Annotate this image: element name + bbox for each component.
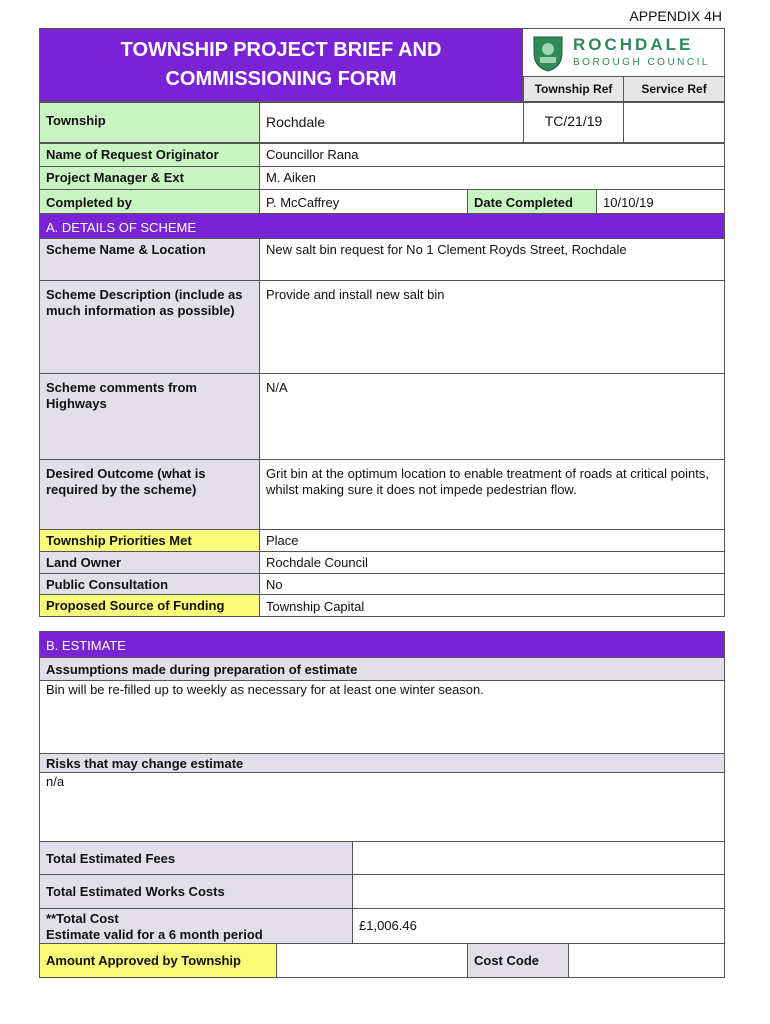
form-title-banner <box>39 28 523 102</box>
township-value: Rochdale <box>259 102 524 143</box>
risks-value: n/a <box>39 772 725 842</box>
cost-code-value <box>568 943 725 978</box>
completed-by-value: P. McCaffrey <box>259 189 468 214</box>
section-b-header: B. ESTIMATE <box>39 631 725 658</box>
date-completed-value: 10/10/19 <box>596 189 725 214</box>
desired-outcome-label: Desired Outcome (what is required by the scheme) <box>39 459 260 530</box>
service-ref-value <box>623 102 725 143</box>
form-title-line1: TOWNSHIP PROJECT BRIEF AND <box>120 39 442 61</box>
total-fees-value <box>352 841 725 875</box>
form-title-line2: COMMISSIONING FORM <box>165 68 397 90</box>
township-label: Township <box>39 102 260 143</box>
total-cost-label-line1: **Total Cost <box>46 911 119 926</box>
scheme-description-value: Provide and install new salt bin <box>259 280 725 374</box>
section-a-header: A. DETAILS OF SCHEME <box>39 213 725 239</box>
land-owner-label: Land Owner <box>39 551 260 574</box>
township-ref-header: Township Ref <box>523 76 624 102</box>
township-priorities-label: Township Priorities Met <box>39 529 260 552</box>
land-owner-value: Rochdale Council <box>259 551 725 574</box>
scheme-name-value: New salt bin request for No 1 Clement Royds Street, Rochdale <box>259 238 725 281</box>
public-consultation-value: No <box>259 573 725 595</box>
logo-text-main: ROCHDALE <box>573 35 694 54</box>
logo-text-sub: BOROUGH COUNCIL <box>573 57 710 68</box>
council-crest-icon <box>530 33 566 73</box>
assumptions-label: Assumptions made during preparation of estimate <box>39 657 725 681</box>
amount-approved-value <box>276 943 468 978</box>
project-manager-label: Project Manager & Ext <box>39 166 260 190</box>
public-consultation-label: Public Consultation <box>39 573 260 595</box>
scheme-description-label: Scheme Description (include as much information as possible) <box>39 280 260 374</box>
cost-code-label: Cost Code <box>467 943 569 978</box>
assumptions-value: Bin will be re-filled up to weekly as necessary for at least one winter season. <box>39 680 725 754</box>
township-ref-value: TC/21/19 <box>523 102 624 143</box>
risks-label: Risks that may change estimate <box>39 753 725 773</box>
amount-approved-label: Amount Approved by Township <box>39 943 277 978</box>
township-priorities-value: Place <box>259 529 725 552</box>
originator-value: Councillor Rana <box>259 143 725 167</box>
date-completed-label: Date Completed <box>467 189 597 214</box>
desired-outcome-value: Grit bin at the optimum location to enable treatment of roads at critical points, whilst making sure it does not impede pedestrian flow. <box>259 459 725 530</box>
total-works-label: Total Estimated Works Costs <box>39 874 353 909</box>
service-ref-header: Service Ref <box>623 76 725 102</box>
originator-label: Name of Request Originator <box>39 143 260 167</box>
logo-area <box>523 28 725 76</box>
funding-source-value: Township Capital <box>259 594 725 617</box>
completed-by-label: Completed by <box>39 189 260 214</box>
total-cost-label-line2: Estimate valid for a 6 month period <box>46 927 263 942</box>
total-fees-label: Total Estimated Fees <box>39 841 353 875</box>
scheme-name-label: Scheme Name & Location <box>39 238 260 281</box>
project-manager-value: M. Aiken <box>259 166 725 190</box>
highways-comments-value: N/A <box>259 373 725 460</box>
highways-comments-label: Scheme comments from Highways <box>39 373 260 460</box>
funding-source-label: Proposed Source of Funding <box>39 594 260 617</box>
total-cost-label <box>39 908 353 944</box>
total-cost-value: £1,006.46 <box>352 908 725 944</box>
total-works-value <box>352 874 725 909</box>
appendix-label: APPENDIX 4H <box>629 8 722 24</box>
